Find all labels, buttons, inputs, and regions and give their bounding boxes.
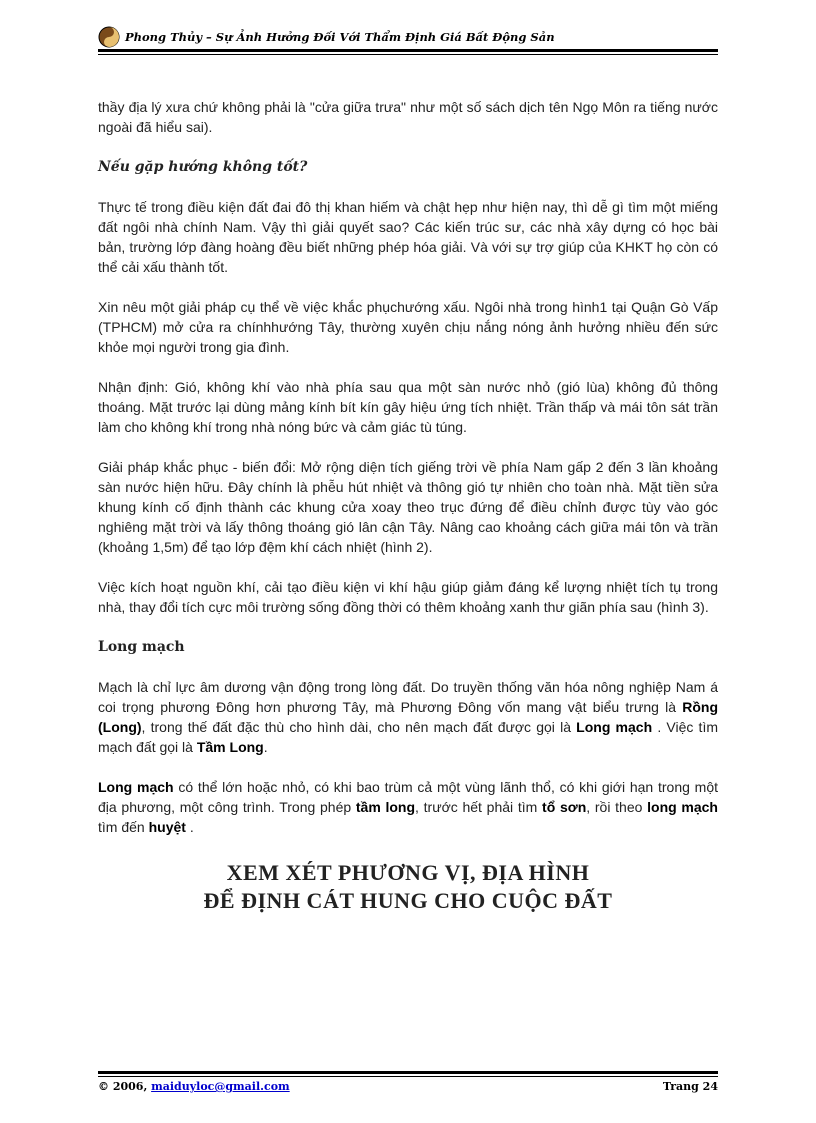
paragraph-1: thầy địa lý xưa chứ không phải là "cửa giữa trưa" như một số sách dịch tên Ngọ Môn ra tiếng nước ngoài đã hiểu sai). [98,99,718,135]
section-heading-long-mach: Long mạch [98,639,185,655]
page-content [98,97,718,915]
page-number: Trang 24 [662,1080,718,1093]
chapter-title [98,859,718,915]
header-rule-thick [98,49,718,52]
footer-rule-thick [98,1071,718,1074]
header-rule-thin [98,54,718,55]
chapter-title-line-2: ĐỂ ĐỊNH CÁT HUNG CHO CUỘC ĐẤT [203,888,613,913]
chapter-title-line-1: XEM XÉT PHƯƠNG VỊ, ĐỊA HÌNH [226,860,590,885]
paragraph-3: Xin nêu một giải pháp cụ thể về việc khắc phụchướng xấu. Ngôi nhà trong hình1 tại Quận Gò Vấp (TPHCM) mở cửa ra chínhhướng Tây, thường xuyên chịu nắng nóng ảnh hưởng nhiều đến sức khỏe mọi người trong gia đình. [98,299,718,355]
footer-rule-thin [98,1076,718,1077]
paragraph-7: Mạch là chỉ lực âm dương vận động trong lòng đất. Do truyền thống văn hóa nông nghiệp Nam á coi trọng phương Đông hơn phương Tây, mà Phương Đông vốn mang vật biểu trưng là Rồng (Long), trong thế đất đặc thù cho hình dài, cho nên mạch đất được gọi là Long mạch . Việc tìm mạch đất gọi là Tầm Long. [98,679,719,755]
email-link[interactable]: maiduyloc@gmail.com [151,1080,290,1093]
page-header [98,22,718,52]
header-title: Phong Thủy – Sự Ảnh Hưởng Đối Với Thẩm Định Giá Bất Động Sản [125,30,555,44]
paragraph-2: Thực tế trong điều kiện đất đai đô thị khan hiếm và chật hẹp như hiện nay, thì dễ gì tìm một miếng đất ngôi nhà chính Nam. Vậy thì giải quyết sao? Các kiến trúc sư, các nhà xây dựng có học bài bản, trường lớp đàng hoàng đều biết những phép hóa giải. Và với sự trợ giúp của KHKT họ còn có thể cải xấu thành tốt. [98,199,718,275]
section-heading-bad-direction: Nếu gặp hướng không tốt? [98,159,308,175]
paragraph-5: Giải pháp khắc phục - biến đổi: Mở rộng diện tích giếng trời về phía Nam gấp 2 đến 3 lần khoảng sàn nước hiện hữu. Đây chính là phễu hút nhiệt và thông gió tự nhiên cho toàn nhà. Mặt tiền sửa khung kính cố định thành các khung cửa xoay theo trục đứng để điều chỉnh được tùy vào góc nghiêng mặt trời và lấy thông thoáng gió lân cận Tây. Nâng cao khoảng cách giữa mái tôn và trần (khoảng 1,5m) để tạo lớp đệm khí cách nhiệt (hình 2). [98,459,718,555]
paragraph-8: Long mạch có thể lớn hoặc nhỏ, có khi bao trùm cả một vùng lãnh thổ, có khi giới hạn trong một địa phương, một công trình. Trong phép tầm long, trước hết phải tìm tổ sơn, rồi theo long mạch tìm đến huyệt . [98,779,719,835]
paragraph-4: Nhận định: Gió, không khí vào nhà phía sau qua một sàn nước nhỏ (gió lùa) không đủ thông thoáng. Mặt trước lại dùng mảng kính bít kín gây hiệu ứng tích nhiệt. Trần thấp và mái tôn sát trần làm cho không khí trong nhà nóng bức và cảm giác tù túng. [98,379,718,435]
yin-yang-icon [98,26,120,48]
paragraph-6: Việc kích hoạt nguồn khí, cải tạo điều kiện vi khí hậu giúp giảm đáng kể lượng nhiệt tích tụ trong nhà, thay đổi tích cực môi trường sống đồng thời có thêm khoảng xanh thư giãn phía sau (hình 3). [98,579,718,615]
footer-copyright: © 2006, maiduyloc@gmail.com [98,1080,290,1093]
page-footer [98,1080,718,1098]
